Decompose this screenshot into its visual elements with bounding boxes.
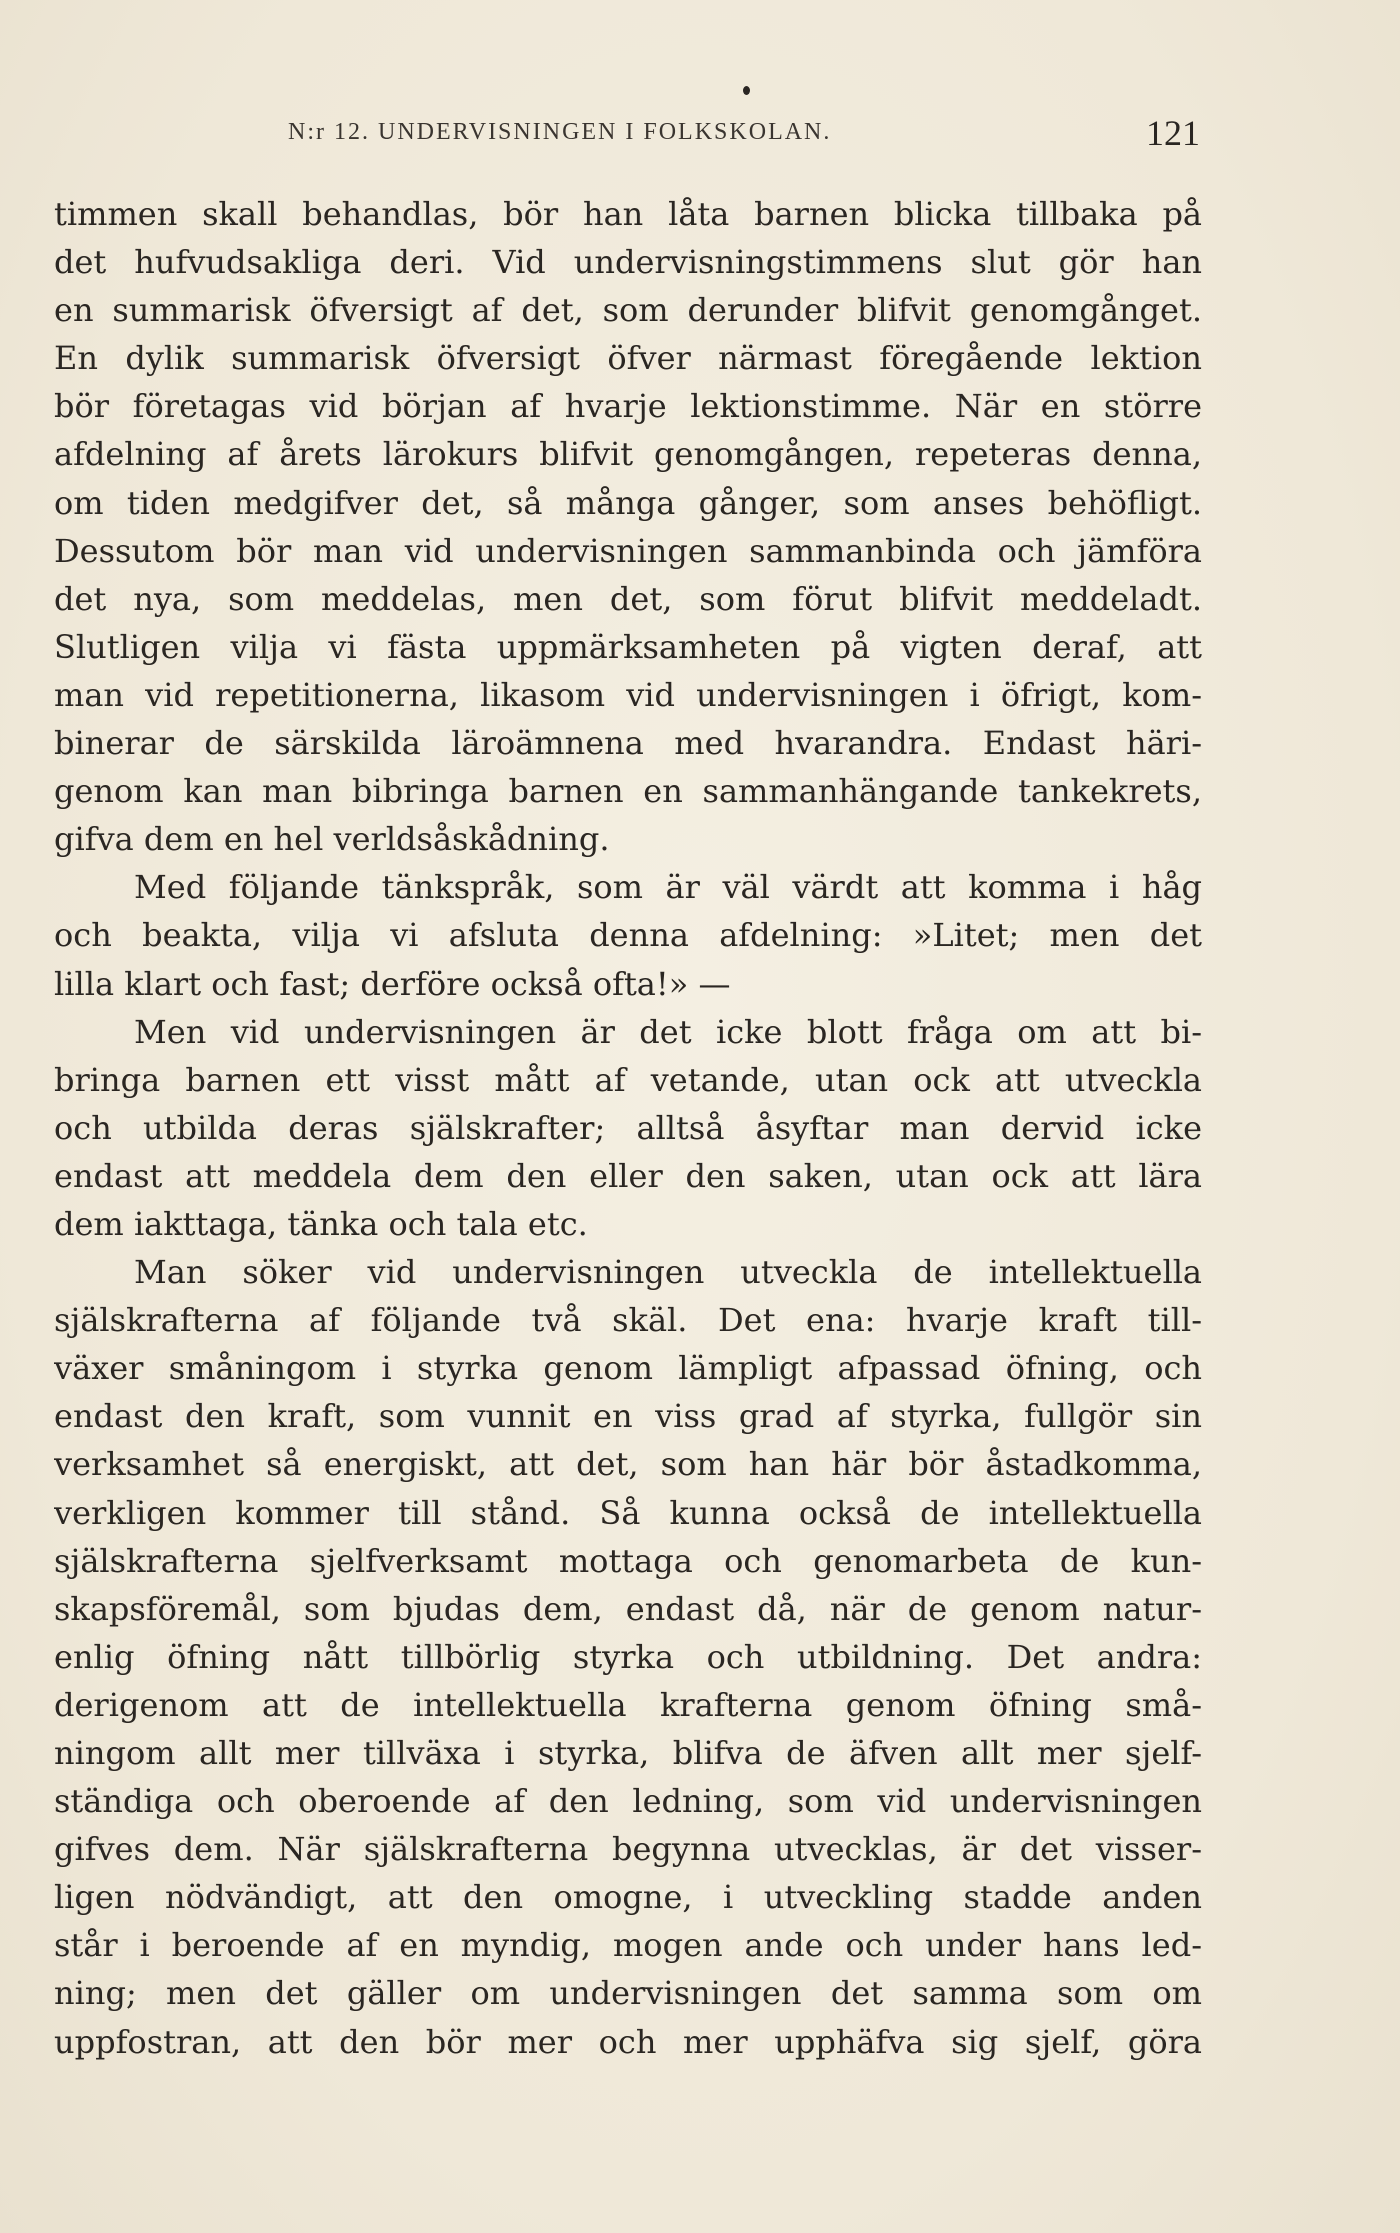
- text-line: själskrafterna af följande två skäl. Det ena: hvarje kraft till-: [54, 1301, 1202, 1340]
- running-header: N:r 12. UNDERVISNINGEN I FOLKSKOLAN.: [288, 119, 832, 145]
- text-line: dem iakttaga, tänka och tala etc.: [54, 1204, 588, 1243]
- text-line: och beakta, vilja vi afsluta denna afdelning: »Litet; men det: [54, 916, 1202, 955]
- text-line: binerar de särskilda läroämnena med hvarandra. Endast häri-: [54, 724, 1202, 763]
- text-line: man vid repetitionerna, likasom vid undervisningen i öfrigt, kom-: [54, 675, 1202, 714]
- text-line: ningom allt mer tillväxa i styrka, blifva de äfven allt mer sjelf-: [54, 1734, 1202, 1772]
- text-line: En dylik summarisk öfversigt öfver närmast föregående lektion: [54, 339, 1202, 378]
- text-line: Slutligen vilja vi fästa uppmärksamheten på vigten deraf, att: [54, 627, 1202, 666]
- text-line: växer småningom i styrka genom lämpligt afpassad öfning, och: [54, 1349, 1202, 1388]
- text-line: ständiga och oberoende af den ledning, som vid undervisningen: [54, 1782, 1202, 1821]
- text-line: Med följande tänkspråk, som är väl värdt att komma i håg: [134, 868, 1202, 907]
- text-line: enlig öfning nått tillbörlig styrka och utbildning. Det andra:: [54, 1637, 1202, 1676]
- text-line: bringa barnen ett visst mått af vetande, utan ock att utveckla: [54, 1060, 1202, 1099]
- text-line: skapsföremål, som bjudas dem, endast då, när de genom natur-: [54, 1589, 1202, 1628]
- text-line: genom kan man bibringa barnen en sammanhängande tankekrets,: [54, 772, 1202, 811]
- text-line: verksamhet så energiskt, att det, som han här bör åstadkomma,: [54, 1445, 1202, 1484]
- text-line: om tiden medgifver det, så många gånger, som anses behöfligt.: [54, 483, 1202, 522]
- text-line: står i beroende af en myndig, mogen ande och under hans led-: [54, 1926, 1202, 1965]
- text-line: derigenom att de intellektuella krafterna genom öfning små-: [54, 1685, 1202, 1724]
- text-line: gifves dem. När själskrafterna begynna utvecklas, är det visser-: [54, 1830, 1202, 1869]
- text-line: afdelning af årets lärokurs blifvit genomgången, repeteras denna,: [54, 435, 1202, 474]
- text-line: verkligen kommer till stånd. Så kunna också de intellektuella: [54, 1493, 1202, 1532]
- text-line: ning; men det gäller om undervisningen det samma som om: [54, 1974, 1202, 2013]
- text-line: själskrafterna sjelfverksamt mottaga och genomarbeta de kun-: [54, 1541, 1202, 1580]
- text-line: ligen nödvändigt, att den omogne, i utveckling stadde anden: [54, 1878, 1202, 1917]
- text-line: gifva dem en hel verldsåskådning.: [54, 820, 610, 859]
- text-line: Man söker vid undervisningen utveckla de intellektuella: [134, 1253, 1202, 1292]
- body-text: [54, 190, 1202, 2066]
- printers-mark: [743, 86, 750, 95]
- text-line: bör företagas vid början af hvarje lektionstimme. När en större: [54, 387, 1202, 426]
- text-line: timmen skall behandlas, bör han låta barnen blicka tillbaka på: [54, 195, 1202, 233]
- text-line: lilla klart och fast; derföre också ofta!» —: [54, 964, 731, 1003]
- text-line: Dessutom bör man vid undervisningen sammanbinda och jämföra: [54, 531, 1202, 570]
- page-number: 121: [1146, 113, 1200, 153]
- text-line: det nya, som meddelas, men det, som förut blifvit meddeladt.: [54, 579, 1202, 618]
- text-line: en summarisk öfversigt af det, som derunder blifvit genomgånget.: [54, 291, 1202, 330]
- text-line: och utbilda deras själskrafter; alltså åsyftar man dervid icke: [54, 1108, 1202, 1147]
- text-line: endast den kraft, som vunnit en viss grad af styrka, fullgör sin: [54, 1397, 1202, 1436]
- text-line: Men vid undervisningen är det icke blott fråga om att bi-: [134, 1012, 1202, 1051]
- text-line: uppfostran, att den bör mer och mer upphäfva sig sjelf, göra: [54, 2022, 1202, 2061]
- text-line: det hufvudsakliga deri. Vid undervisningstimmens slut gör han: [54, 243, 1202, 282]
- text-line: endast att meddela dem den eller den saken, utan ock att lära: [54, 1156, 1202, 1195]
